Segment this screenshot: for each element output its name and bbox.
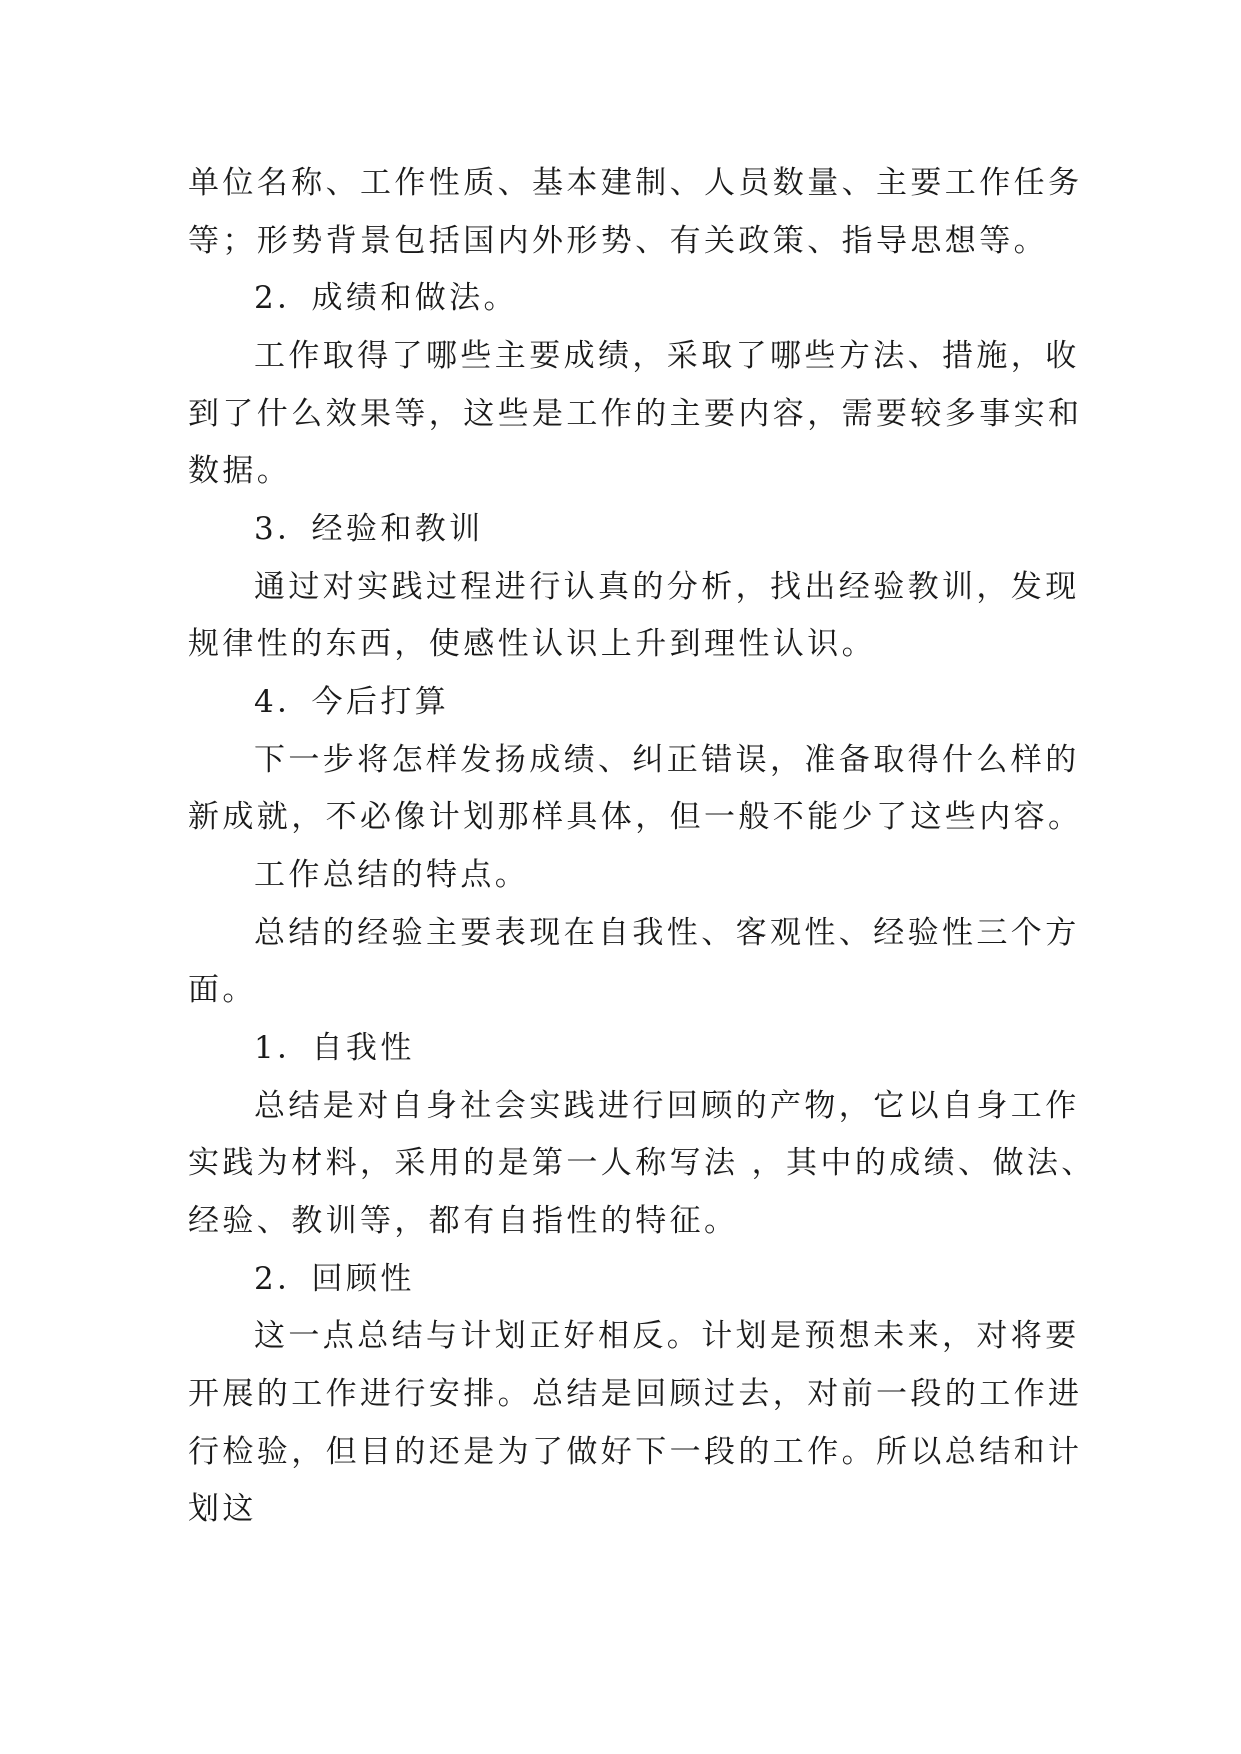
paragraph-line: 实践为材料，采用的是第一人称写法 ，其中的成绩、做法、 <box>188 1145 1096 1181</box>
paragraph-line: 单位名称、工作性质、基本建制、人员数量、主要工作任务 <box>188 165 1083 201</box>
section-heading: 4．今后打算 <box>254 684 450 720</box>
paragraph-line: 这一点总结与计划正好相反。计划是预想未来，对将要 <box>254 1318 1080 1354</box>
paragraph-line: 面。 <box>188 972 257 1008</box>
paragraph-line: 新成就，不必像计划那样具体，但一般不能少了这些内容。 <box>188 799 1083 835</box>
paragraph-line: 到了什么效果等，这些是工作的主要内容，需要较多事实和 <box>188 396 1083 432</box>
section-heading: 1．自我性 <box>254 1030 415 1066</box>
paragraph-line: 开展的工作进行安排。总结是回顾过去，对前一段的工作进 <box>188 1376 1083 1412</box>
paragraph-line: 总结是对自身社会实践进行回顾的产物，它以自身工作 <box>254 1088 1080 1124</box>
paragraph-line: 等；形势背景包括国内外形势、有关政策、指导思想等。 <box>188 223 1048 259</box>
paragraph-line: 经验、教训等，都有自指性的特征。 <box>188 1203 739 1239</box>
section-heading: 2．成绩和做法。 <box>254 280 518 316</box>
paragraph-line: 下一步将怎样发扬成绩、纠正错误，准备取得什么样的 <box>254 742 1080 778</box>
paragraph-line: 总结的经验主要表现在自我性、客观性、经验性三个方 <box>254 915 1080 951</box>
paragraph-line: 通过对实践过程进行认真的分析，找出经验教训，发现 <box>254 569 1080 605</box>
section-heading: 2．回顾性 <box>254 1261 415 1297</box>
paragraph-line: 规律性的东西，使感性认识上升到理性认识。 <box>188 626 876 662</box>
paragraph-line: 工作取得了哪些主要成绩，采取了哪些方法、措施，收 <box>254 338 1080 374</box>
section-heading: 工作总结的特点。 <box>254 857 530 893</box>
section-heading: 3．经验和教训 <box>254 511 484 547</box>
paragraph-line: 数据。 <box>188 453 292 489</box>
paragraph-line: 行检验，但目的还是为了做好下一段的工作。所以总结和计 <box>188 1434 1083 1470</box>
paragraph-line: 划这 <box>188 1491 257 1527</box>
